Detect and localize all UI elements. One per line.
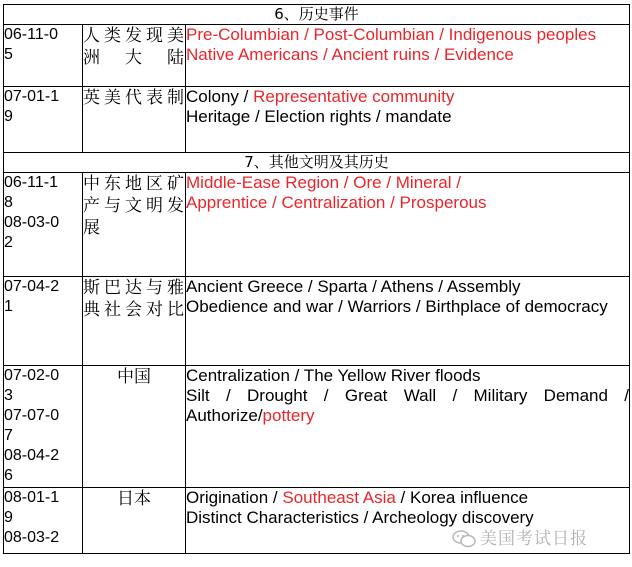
wechat-icon [452, 530, 476, 548]
highlighted-term: Native Americans / Ancient ruins / Evidence [186, 45, 514, 64]
term: Distinct Characteristics / Archeology discovery [186, 508, 534, 527]
content-line [186, 488, 629, 508]
content-cell [186, 277, 630, 366]
date-line: 07-04-2 [4, 278, 60, 295]
date-line: 08-01-1 [4, 489, 60, 506]
content-line [186, 87, 629, 107]
date-line: 6 [4, 467, 13, 484]
table-row [4, 87, 630, 153]
content-line [186, 366, 629, 386]
section-title-6: 6、历史事件 [4, 5, 630, 25]
date-cell [4, 488, 83, 554]
table-row [4, 173, 630, 277]
topic-cell: 中国 [83, 366, 186, 488]
content-line [186, 25, 629, 45]
date-line: 08-03-2 [4, 529, 60, 546]
topic-cell: 斯巴达与雅典社会对比 [83, 277, 186, 366]
date-line: 7 [4, 427, 13, 444]
date-line: 9 [4, 509, 13, 526]
highlighted-term: Pre-Columbian / Post-Columbian / Indigenous peoples [186, 25, 597, 44]
watermark [452, 524, 588, 549]
term: / Korea influence [395, 488, 529, 507]
term: Origination / [186, 488, 283, 507]
content-line [186, 297, 629, 317]
section-title-7: 7、其他文明及其历史 [4, 153, 630, 173]
highlighted-term: Southeast Asia [282, 488, 396, 507]
date-line: 3 [4, 387, 13, 404]
term: Ancient Greece / Sparta / Athens / Assembly [186, 277, 521, 296]
table-row [4, 366, 630, 488]
date-line: 9 [4, 108, 13, 125]
section-header-row [4, 153, 630, 173]
date-line: 2 [4, 234, 13, 251]
content-line [186, 107, 629, 127]
content-line [186, 193, 629, 213]
content-line [186, 277, 629, 297]
content-cell [186, 25, 630, 87]
date-line: 06-11-0 [4, 26, 58, 43]
date-line: 8 [4, 194, 13, 211]
content-line [186, 173, 629, 193]
date-cell [4, 87, 83, 153]
term: Obedience and war / Warriors / Birthplace of democracy [186, 297, 608, 316]
topic-cell: 中东地区矿产与文明发展 [83, 173, 186, 277]
content-line [186, 45, 629, 65]
topic-cell: 英美代表制 [83, 87, 186, 153]
date-line: 06-11-1 [4, 174, 58, 191]
date-line: 08-04-2 [4, 447, 60, 464]
table-row [4, 277, 630, 366]
highlighted-term: Representative community [253, 87, 455, 106]
date-cell [4, 366, 83, 488]
term: Colony / [186, 87, 254, 106]
date-cell [4, 25, 83, 87]
date-cell [4, 277, 83, 366]
content-cell [186, 87, 630, 153]
date-cell [4, 173, 83, 277]
date-line: 07-01-1 [4, 88, 60, 105]
highlighted-term: pottery [262, 406, 315, 425]
section-header-row [4, 5, 630, 25]
date-line: 07-02-0 [4, 367, 60, 384]
date-line: 08-03-0 [4, 214, 60, 231]
topic-cell: 日本 [83, 488, 186, 554]
content-cell [186, 366, 630, 488]
table-row [4, 25, 630, 87]
term: Centralization / The Yellow River floods [186, 366, 481, 385]
content-line [186, 386, 629, 426]
highlighted-term: Apprentice / Centralization / Prosperous [186, 193, 487, 212]
date-line: 07-07-0 [4, 407, 60, 424]
date-line: 5 [4, 46, 13, 63]
history-vocabulary-table [3, 4, 630, 554]
term: Silt / Drought / Great Wall / Military Demand / Authorize/ [186, 386, 629, 425]
watermark-text: 美国考试日报 [480, 529, 588, 549]
topic-cell: 人类发现美洲大陆 [83, 25, 186, 87]
date-line: 1 [4, 298, 13, 315]
term: Heritage / Election rights / mandate [186, 107, 452, 126]
content-cell [186, 173, 630, 277]
highlighted-term: Middle-Ease Region / Ore / Mineral / [186, 173, 461, 192]
